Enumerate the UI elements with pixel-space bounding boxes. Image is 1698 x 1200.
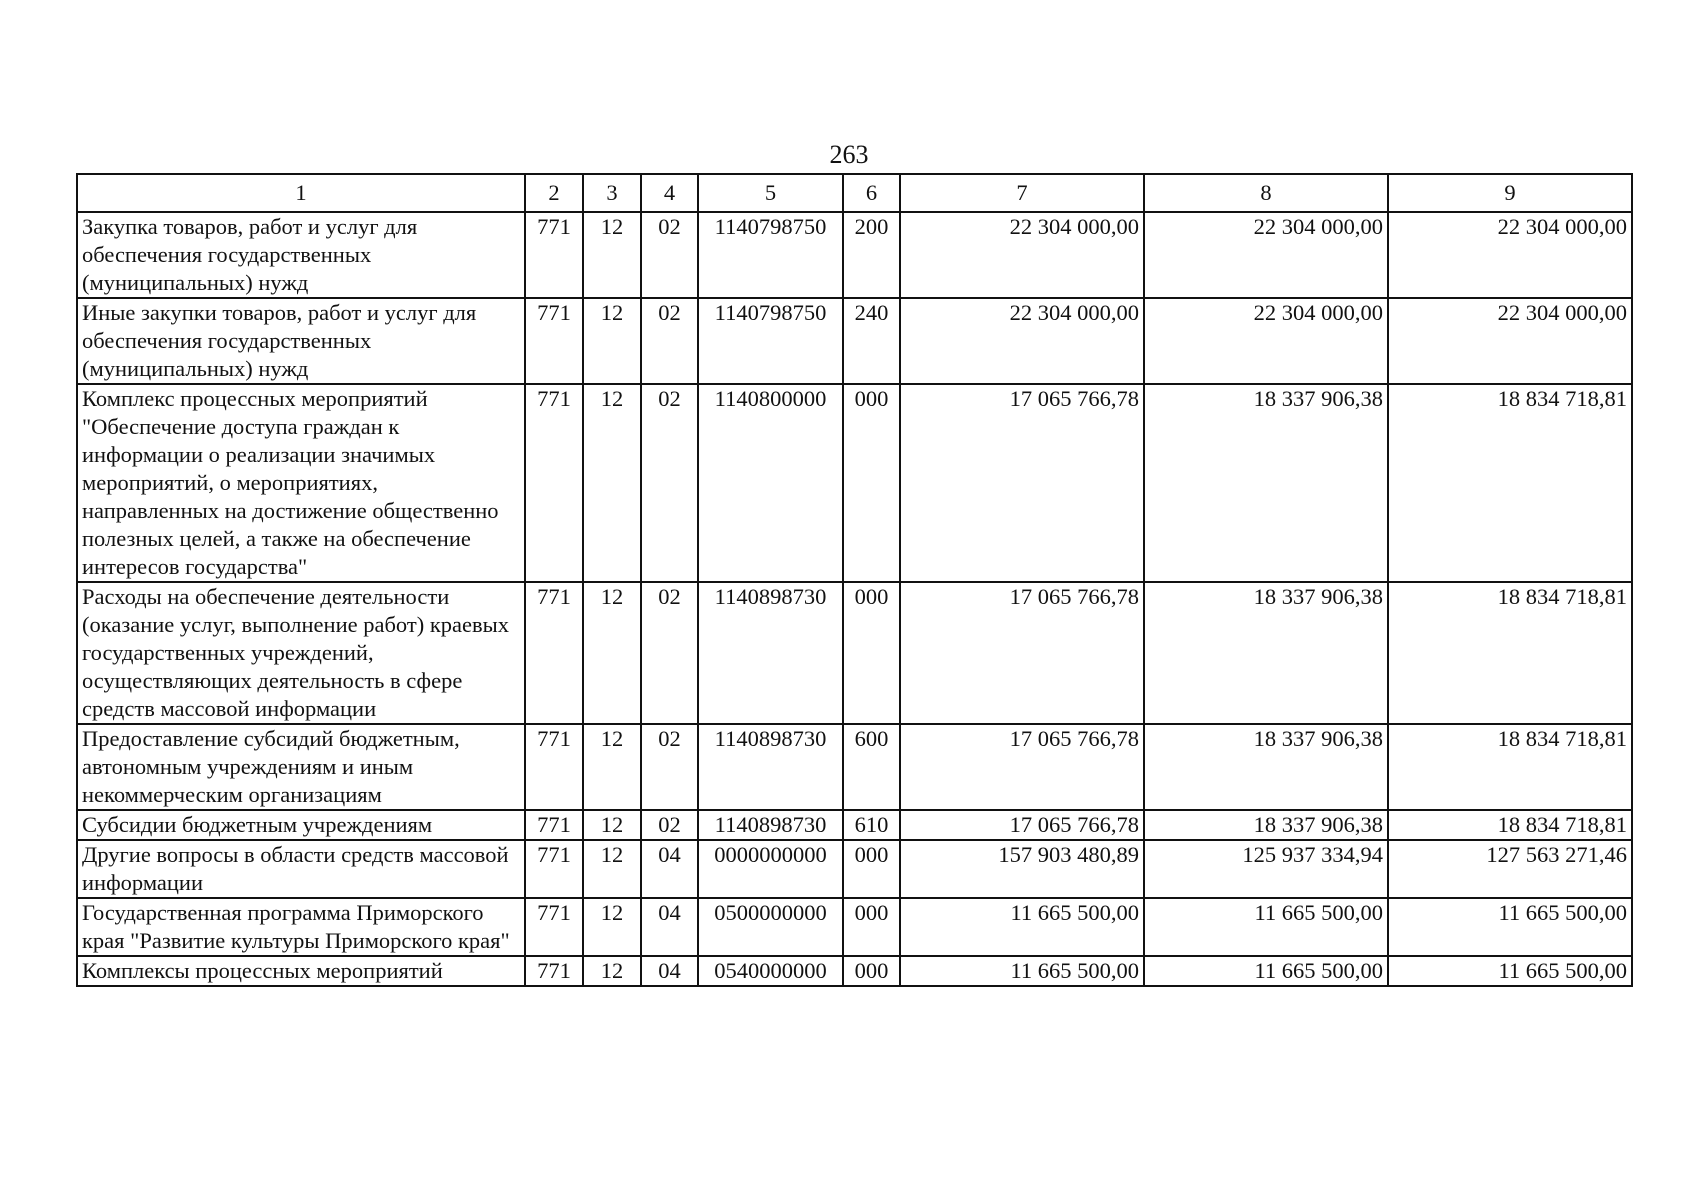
amount-col7: 157 903 480,89: [900, 840, 1144, 898]
amount-col7: 17 065 766,78: [900, 724, 1144, 810]
header-cell: 1: [77, 174, 525, 212]
amount-col8: 18 337 906,38: [1144, 724, 1388, 810]
amount-col9: 127 563 271,46: [1388, 840, 1632, 898]
amount-col7: 17 065 766,78: [900, 810, 1144, 840]
amount-col9: 11 665 500,00: [1388, 956, 1632, 986]
target-article-code: 1140798750: [698, 298, 843, 384]
expense-type-code: 000: [843, 898, 900, 956]
admin-code: 771: [525, 724, 583, 810]
amount-col8: 22 304 000,00: [1144, 298, 1388, 384]
header-cell: 4: [641, 174, 698, 212]
header-cell: 9: [1388, 174, 1632, 212]
header-cell: 5: [698, 174, 843, 212]
table-row: [77, 840, 1632, 898]
target-article-code: 1140898730: [698, 810, 843, 840]
header-cell: 3: [583, 174, 641, 212]
amount-col8: 18 337 906,38: [1144, 810, 1388, 840]
amount-col9: 22 304 000,00: [1388, 212, 1632, 298]
section-code: 12: [583, 582, 641, 724]
subsection-code: 02: [641, 298, 698, 384]
table-row: [77, 384, 1632, 582]
table-row: [77, 810, 1632, 840]
table-row: [77, 298, 1632, 384]
amount-col8: 18 337 906,38: [1144, 384, 1388, 582]
expense-type-code: 000: [843, 840, 900, 898]
target-article-code: 0540000000: [698, 956, 843, 986]
admin-code: 771: [525, 840, 583, 898]
amount-col7: 11 665 500,00: [900, 956, 1144, 986]
row-name: Другие вопросы в области средств массовой информации: [77, 840, 525, 898]
header-cell: 2: [525, 174, 583, 212]
target-article-code: 1140898730: [698, 582, 843, 724]
amount-col9: 18 834 718,81: [1388, 582, 1632, 724]
row-name: Закупка товаров, работ и услуг для обеспечения государственных (муниципальных) нужд: [77, 212, 525, 298]
admin-code: 771: [525, 384, 583, 582]
expense-type-code: 000: [843, 582, 900, 724]
budget-table: [76, 173, 1633, 987]
target-article-code: 0500000000: [698, 898, 843, 956]
amount-col7: 22 304 000,00: [900, 298, 1144, 384]
amount-col8: 22 304 000,00: [1144, 212, 1388, 298]
page-number: 263: [829, 140, 869, 169]
table-row: [77, 212, 1632, 298]
expense-type-code: 600: [843, 724, 900, 810]
header-cell: 7: [900, 174, 1144, 212]
subsection-code: 02: [641, 810, 698, 840]
row-name: Субсидии бюджетным учреждениям: [77, 810, 525, 840]
amount-col7: 22 304 000,00: [900, 212, 1144, 298]
subsection-code: 02: [641, 582, 698, 724]
subsection-code: 02: [641, 724, 698, 810]
admin-code: 771: [525, 898, 583, 956]
admin-code: 771: [525, 212, 583, 298]
subsection-code: 02: [641, 384, 698, 582]
section-code: 12: [583, 840, 641, 898]
subsection-code: 04: [641, 956, 698, 986]
section-code: 12: [583, 298, 641, 384]
expense-type-code: 000: [843, 384, 900, 582]
subsection-code: 04: [641, 840, 698, 898]
row-name: Комплексы процессных мероприятий: [77, 956, 525, 986]
section-code: 12: [583, 956, 641, 986]
expense-type-code: 240: [843, 298, 900, 384]
admin-code: 771: [525, 582, 583, 724]
admin-code: 771: [525, 956, 583, 986]
section-code: 12: [583, 810, 641, 840]
expense-type-code: 000: [843, 956, 900, 986]
row-name: Расходы на обеспечение деятельности (оказание услуг, выполнение работ) краевых государственных учреждений, осуществляющих деятельность в сфере средств массовой информации: [77, 582, 525, 724]
table-row: [77, 582, 1632, 724]
amount-col7: 17 065 766,78: [900, 384, 1144, 582]
amount-col8: 125 937 334,94: [1144, 840, 1388, 898]
row-name: Комплекс процессных мероприятий "Обеспечение доступа граждан к информации о реализации значимых мероприятий, о мероприятиях, направленных на достижение общественно полезных целей, а также на обеспечение интересов государства": [77, 384, 525, 582]
amount-col9: 11 665 500,00: [1388, 898, 1632, 956]
expense-type-code: 200: [843, 212, 900, 298]
header-cell: 8: [1144, 174, 1388, 212]
amount-col7: 17 065 766,78: [900, 582, 1144, 724]
row-name: Предоставление субсидий бюджетным, автономным учреждениям и иным некоммерческим организациям: [77, 724, 525, 810]
subsection-code: 04: [641, 898, 698, 956]
admin-code: 771: [525, 810, 583, 840]
amount-col9: 22 304 000,00: [1388, 298, 1632, 384]
target-article-code: 1140798750: [698, 212, 843, 298]
target-article-code: 0000000000: [698, 840, 843, 898]
section-code: 12: [583, 212, 641, 298]
header-row: [77, 174, 1632, 212]
section-code: 12: [583, 384, 641, 582]
amount-col9: 18 834 718,81: [1388, 724, 1632, 810]
header-cell: 6: [843, 174, 900, 212]
section-code: 12: [583, 724, 641, 810]
table-row: [77, 898, 1632, 956]
amount-col8: 18 337 906,38: [1144, 582, 1388, 724]
admin-code: 771: [525, 298, 583, 384]
table-row: [77, 956, 1632, 986]
amount-col7: 11 665 500,00: [900, 898, 1144, 956]
row-name: Иные закупки товаров, работ и услуг для обеспечения государственных (муниципальных) нужд: [77, 298, 525, 384]
row-name: Государственная программа Приморского края "Развитие культуры Приморского края": [77, 898, 525, 956]
amount-col8: 11 665 500,00: [1144, 898, 1388, 956]
amount-col8: 11 665 500,00: [1144, 956, 1388, 986]
subsection-code: 02: [641, 212, 698, 298]
amount-col9: 18 834 718,81: [1388, 384, 1632, 582]
table-row: [77, 724, 1632, 810]
amount-col9: 18 834 718,81: [1388, 810, 1632, 840]
section-code: 12: [583, 898, 641, 956]
expense-type-code: 610: [843, 810, 900, 840]
target-article-code: 1140800000: [698, 384, 843, 582]
target-article-code: 1140898730: [698, 724, 843, 810]
